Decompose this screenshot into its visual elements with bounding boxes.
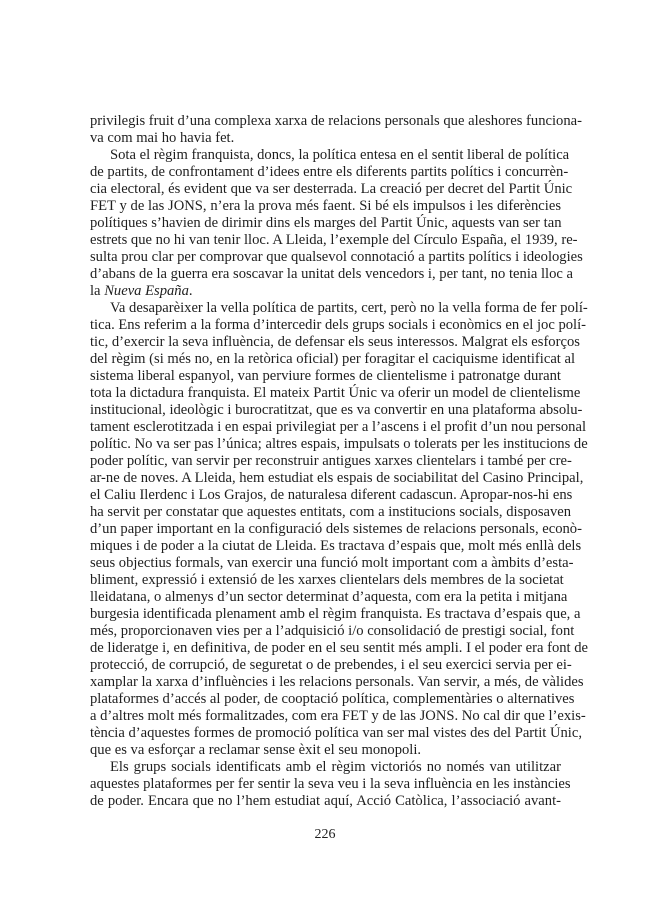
text-line: estrets que no hi van tenir lloc. A Lleida, l’exemple del Círculo España, el 1939, re- <box>90 232 578 248</box>
text-line: tament esclerotitzada i en espai privilegiat per a l’ascens i el profit d’un nou personal <box>90 419 587 435</box>
text-line: poder polític, van servir per reconstruir antigues xarxes clientelars i també per cre- <box>90 453 572 469</box>
text-line: ar-ne de noves. A Lleida, hem estudiat els espais de sociabilitat del Casino Principal, <box>90 470 584 486</box>
text-line: tota la dictadura franquista. El mateix Partit Únic va oferir un model de clientelisme <box>90 385 581 401</box>
text-line: Va desaparèixer la vella política de partits, cert, però no la vella forma de fer polí- <box>110 300 588 316</box>
text-line: sulta prou clar per comprovar que qualsevol connotació a partits polítics i ideologies <box>90 249 583 265</box>
paragraph <box>90 300 589 759</box>
text-line: burgesia identificada plenament amb el règim franquista. Es tractava d’espais que, a <box>90 606 581 622</box>
text-line: seus objectius formals, van exercir una funció molt important com a àmbits d’esta- <box>90 555 574 571</box>
text-line: institucional, ideològic i burocratitzat, que es va convertir en una plataforma absolu- <box>90 402 583 418</box>
paragraph <box>90 113 582 147</box>
text-line: del règim (si més no, en la retòrica oficial) per foragitar el caciquisme identificat al <box>90 351 576 367</box>
text-line: que es va esforçar a reclamar sense èxit el seu monopoli. <box>90 742 422 758</box>
paragraph <box>90 759 571 810</box>
text-line: plataformes d’accés al poder, de cooptació política, complementàries o alternatives <box>90 691 575 707</box>
text-line: privilegis fruit d’una complexa xarxa de relacions personals que aleshores funciona- <box>90 113 582 129</box>
text-line: polítiques s’havien de dirimir dins els marges del Partit Únic, aquests van ser tan <box>90 215 562 231</box>
punctuation: . <box>188 283 193 299</box>
text-line: més, proporcionaven vies per a l’adquisició i/o consolidació de prestigi social, font <box>90 623 575 639</box>
text-line: d’un paper important en la configuració dels sistemes de relacions personals, econò- <box>90 521 582 537</box>
text-line: de poder. Encara que no l’hem estudiat aquí, Acció Catòlica, l’associació avant- <box>90 793 561 809</box>
text-line: FET y de las JONS, n’era la prova més faent. Si bé els impulsos i les diferències <box>90 198 561 214</box>
text-line: sistema liberal espanyol, van perviure formes de clientelisme i patronatge durant <box>90 368 561 384</box>
italic-title: Nueva España <box>104 283 189 299</box>
page-number: 226 <box>314 827 336 842</box>
text-line: bliment, expressió i extensió de les xarxes clientelars dels membres de la societat <box>90 572 564 588</box>
text-line: protecció, de corrupció, de seguretat o de prebendes, i el seu exercici servia per ei- <box>90 657 572 673</box>
text-line: a d’altres molt més formalitzades, com era FET y de las JONS. No cal dir que l’exis- <box>90 708 586 724</box>
text-line: lleidatana, o almenys d’un sector determinat d’aquesta, com era la petita i mitjana <box>90 589 568 605</box>
text-line: tic, d’exercir la seva influència, de defensar els seus interessos. Malgrat els esforços <box>90 334 580 350</box>
text-line: el Caliu Ilerdenc i Los Grajos, de naturalesa diferent cadascun. Apropar-nos-hi ens <box>90 487 573 503</box>
text-line: de partits, de confrontament d’idees entre els diferents partits polítics i concurrèn- <box>90 164 569 180</box>
text-line: polític. No va ser pas l’única; altres espais, impulsats o tolerats per les institucions de <box>90 436 588 452</box>
text-line: Sota el règim franquista, doncs, la política entesa en el sentit liberal de política <box>110 147 570 163</box>
text-line: tica. Ens referim a la forma d’intercedir dels grups socials i econòmics en el joc polí- <box>90 317 587 333</box>
page-body <box>90 113 589 810</box>
text-line: ha servit per constatar que aquestes entitats, com a institucions socials, disposaven <box>90 504 572 520</box>
text-line: cia electoral, és evident que va ser desterrada. La creació per decret del Partit Únic <box>90 181 573 197</box>
text-line: de lideratge i, en definitiva, de poder en el seu sentit més ampli. I el poder era font de <box>90 640 589 656</box>
text-line: Els grups socials identificats amb el règim victoriós no només van utilitzar <box>110 759 561 775</box>
text-line: xamplar la xarxa d’influències i les relacions personals. Van servir, a més, de vàlides <box>90 674 584 690</box>
text-line: va com mai ho havia fet. <box>90 130 235 146</box>
text-line: miques i de poder a la ciutat de Lleida. Es tractava d’espais que, molt més enllà dels <box>90 538 582 554</box>
text-line: aquestes plataformes per fer sentir la seva veu i la seva influència en les instàncies <box>90 776 571 792</box>
paragraph <box>90 147 583 300</box>
text-line: tència d’aquestes formes de promoció política van ser mal vistes des del Partit Únic, <box>90 725 582 741</box>
text-line: d’abans de la guerra era soscavar la unitat dels vencedors i, per tant, no tenia lloc a <box>90 266 574 282</box>
text-line: la Nueva España. <box>90 283 193 299</box>
